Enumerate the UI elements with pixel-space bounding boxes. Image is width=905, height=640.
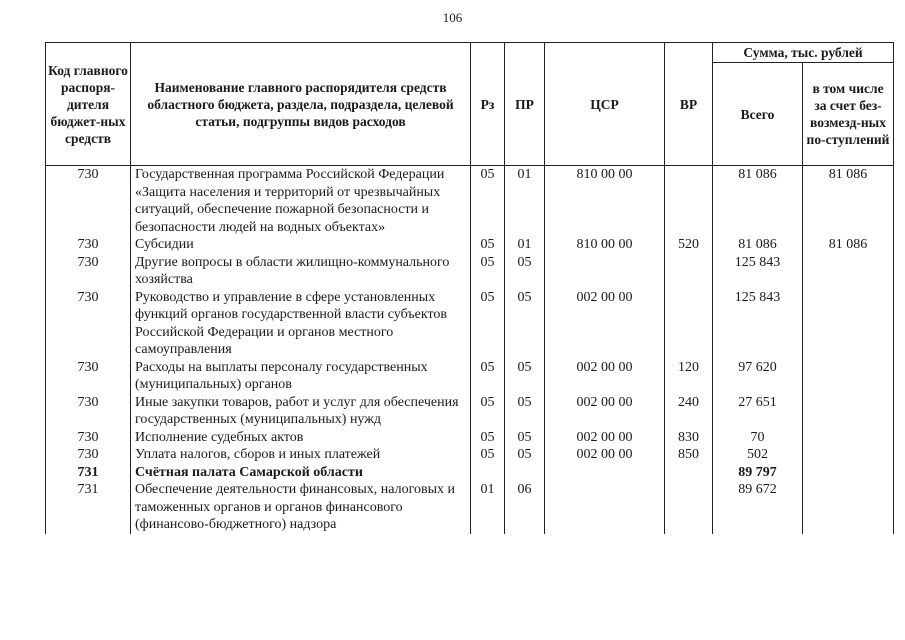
cell-rz: 05 (471, 394, 505, 429)
cell-vr (665, 254, 713, 289)
cell-including (803, 464, 894, 482)
cell-total: 27 651 (713, 394, 803, 429)
cell-pr: 05 (505, 289, 545, 359)
cell-code: 730 (46, 359, 131, 394)
cell-total: 81 086 (713, 166, 803, 237)
cell-csr (545, 464, 665, 482)
cell-rz: 01 (471, 481, 505, 534)
cell-code: 730 (46, 254, 131, 289)
cell-rz: 05 (471, 289, 505, 359)
cell-pr: 05 (505, 254, 545, 289)
cell-total: 502 (713, 446, 803, 464)
cell-rz: 05 (471, 254, 505, 289)
header-sum-group: Сумма, тыс. рублей (713, 43, 894, 63)
cell-name: Уплата налогов, сборов и иных платежей (131, 446, 471, 464)
budget-table (45, 42, 894, 534)
header-including: в том числе за счет без-возмезд-ных по-ступлений (803, 63, 894, 166)
cell-code: 730 (46, 429, 131, 447)
table-row (46, 464, 894, 482)
page-number: 106 (442, 10, 463, 25)
cell-pr: 06 (505, 481, 545, 534)
cell-name: Исполнение судебных актов (131, 429, 471, 447)
cell-name: Расходы на выплаты персоналу государственных (муниципальных) органов (131, 359, 471, 394)
cell-including (803, 481, 894, 534)
header-vr: ВР (665, 43, 713, 166)
cell-code: 730 (46, 289, 131, 359)
cell-rz: 05 (471, 236, 505, 254)
header-rz: Рз (471, 43, 505, 166)
cell-code: 731 (46, 481, 131, 534)
cell-total: 89 797 (713, 464, 803, 482)
cell-including (803, 394, 894, 429)
table-body (46, 166, 894, 534)
cell-csr: 002 00 00 (545, 446, 665, 464)
table-row (46, 429, 894, 447)
cell-vr: 520 (665, 236, 713, 254)
cell-total: 70 (713, 429, 803, 447)
cell-vr: 850 (665, 446, 713, 464)
cell-vr: 120 (665, 359, 713, 394)
cell-rz: 05 (471, 166, 505, 237)
cell-csr: 002 00 00 (545, 429, 665, 447)
cell-name: Субсидии (131, 236, 471, 254)
cell-pr: 05 (505, 359, 545, 394)
cell-csr (545, 254, 665, 289)
cell-csr: 002 00 00 (545, 289, 665, 359)
cell-total: 125 843 (713, 289, 803, 359)
cell-csr: 810 00 00 (545, 236, 665, 254)
cell-rz: 05 (471, 429, 505, 447)
cell-including (803, 254, 894, 289)
cell-total: 125 843 (713, 254, 803, 289)
cell-rz: 05 (471, 359, 505, 394)
cell-total: 89 672 (713, 481, 803, 534)
cell-including (803, 359, 894, 394)
cell-csr: 002 00 00 (545, 394, 665, 429)
cell-pr: 01 (505, 236, 545, 254)
table-row (46, 446, 894, 464)
cell-code: 730 (46, 236, 131, 254)
table-row (46, 359, 894, 394)
cell-including: 81 086 (803, 166, 894, 237)
cell-vr (665, 464, 713, 482)
cell-name: Другие вопросы в области жилищно-коммунального хозяйства (131, 254, 471, 289)
cell-pr: 05 (505, 429, 545, 447)
cell-vr (665, 289, 713, 359)
cell-code: 730 (46, 166, 131, 237)
cell-csr: 810 00 00 (545, 166, 665, 237)
cell-code: 730 (46, 446, 131, 464)
cell-vr (665, 481, 713, 534)
cell-vr: 240 (665, 394, 713, 429)
table-row (46, 166, 894, 237)
cell-including (803, 289, 894, 359)
cell-pr (505, 464, 545, 482)
cell-including (803, 446, 894, 464)
cell-including (803, 429, 894, 447)
table-row (46, 394, 894, 429)
cell-code: 731 (46, 464, 131, 482)
header-csr: ЦСР (545, 43, 665, 166)
cell-including: 81 086 (803, 236, 894, 254)
cell-csr (545, 481, 665, 534)
cell-total: 81 086 (713, 236, 803, 254)
cell-csr: 002 00 00 (545, 359, 665, 394)
cell-name: Обеспечение деятельности финансовых, налоговых и таможенных органов и органов финансового (финансово-бюджетного) надзора (131, 481, 471, 534)
cell-pr: 05 (505, 446, 545, 464)
cell-code: 730 (46, 394, 131, 429)
cell-name: Иные закупки товаров, работ и услуг для обеспечения государственных (муниципальных) нужд (131, 394, 471, 429)
table-row (46, 289, 894, 359)
header-code: Код главного распоря-дителя бюджет-ных средств (46, 43, 131, 166)
cell-name: Счётная палата Самарской области (131, 464, 471, 482)
cell-total: 97 620 (713, 359, 803, 394)
cell-rz: 05 (471, 446, 505, 464)
header-total: Всего (713, 63, 803, 166)
cell-rz (471, 464, 505, 482)
table-row (46, 481, 894, 534)
cell-pr: 05 (505, 394, 545, 429)
cell-name: Государственная программа Российской Федерации «Защита населения и территорий от чрезвычайных ситуаций, обеспечение пожарной безопасности и безопасности людей на водных объектах» (131, 166, 471, 237)
header-name: Наименование главного распорядителя средств областного бюджета, раздела, подраздела, целевой статьи, подгруппы видов расходов (131, 43, 471, 166)
cell-pr: 01 (505, 166, 545, 237)
header-pr: ПР (505, 43, 545, 166)
table-row (46, 236, 894, 254)
cell-vr (665, 166, 713, 237)
table-row (46, 254, 894, 289)
cell-vr: 830 (665, 429, 713, 447)
cell-name: Руководство и управление в сфере установленных функций органов государственной власти субъектов Российской Федерации и органов местного самоуправления (131, 289, 471, 359)
